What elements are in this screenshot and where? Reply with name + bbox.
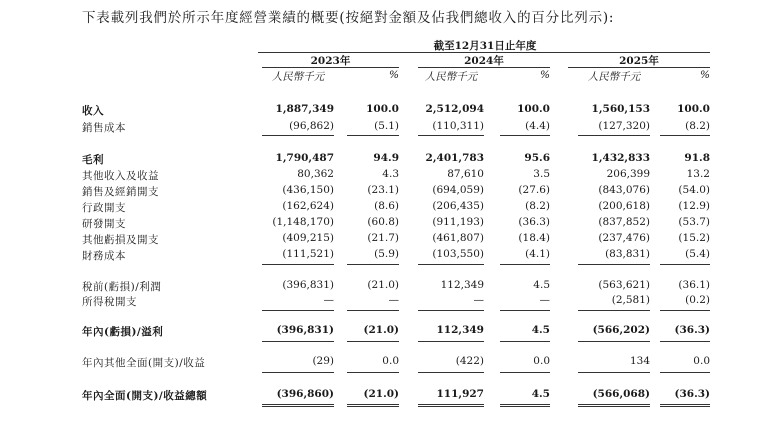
subtotal-rule <box>578 372 650 373</box>
value-2024-percent: (8.2) <box>525 200 550 212</box>
subtotal-rule <box>578 264 650 265</box>
subtotal-rule <box>262 264 334 265</box>
subtotal-rule <box>418 264 484 265</box>
total-double-rule <box>347 404 399 407</box>
subtotal-rule <box>500 372 550 373</box>
unit-header-2025: 人民幣千元 <box>587 71 641 83</box>
value-2023-amount: (409,215) <box>282 232 334 244</box>
value-2024-amount: 2,512,094 <box>425 103 484 115</box>
subtotal-rule <box>347 135 399 136</box>
table-row <box>0 294 768 311</box>
total-double-rule <box>500 404 550 407</box>
value-2024-percent: (18.4) <box>518 232 550 244</box>
value-2024-percent: — <box>539 294 550 306</box>
subtotal-rule <box>500 310 550 311</box>
row-label: 銷售成本 <box>82 122 126 134</box>
table-row <box>0 355 768 372</box>
row-label: 其他虧損及開支 <box>82 234 159 246</box>
subtotal-rule <box>660 341 710 342</box>
value-2023-percent: 94.9 <box>373 152 399 164</box>
value-2025-amount: (566,202) <box>592 324 650 336</box>
value-2025-percent: 91.8 <box>684 152 710 164</box>
row-label: 財務成本 <box>82 250 126 262</box>
subtotal-rule <box>262 135 334 136</box>
subtotal-rule <box>418 372 484 373</box>
table-row <box>0 232 768 249</box>
value-2023-amount: (396,831) <box>276 324 334 336</box>
value-2024-amount: 111,927 <box>436 388 484 400</box>
value-2023-percent: (5.1) <box>374 120 399 132</box>
value-2025-percent: (15.2) <box>678 232 710 244</box>
value-2025-percent: (54.0) <box>678 184 710 196</box>
table-row <box>0 324 768 341</box>
value-2023-percent: 100.0 <box>366 103 399 115</box>
value-2023-percent: (8.6) <box>374 200 399 212</box>
subtotal-rule <box>660 310 710 311</box>
total-double-rule <box>418 404 484 407</box>
row-label: 年內(虧損)/溢利 <box>82 326 164 338</box>
year-header-2023: 2023年 <box>310 55 351 67</box>
value-2024-percent: 4.5 <box>531 324 550 336</box>
table-row <box>0 388 768 405</box>
subtotal-rule <box>578 310 650 311</box>
table-row <box>0 184 768 201</box>
value-2023-percent: — <box>388 294 399 306</box>
value-2024-percent: 0.0 <box>533 355 550 367</box>
total-double-rule <box>578 404 650 407</box>
value-2025-amount: 134 <box>629 355 650 367</box>
total-double-rule <box>262 404 334 407</box>
value-2025-amount: (237,476) <box>598 232 650 244</box>
value-2024-percent: 100.0 <box>517 103 550 115</box>
year-rule-2025 <box>568 67 710 68</box>
value-2024-amount: — <box>473 294 484 306</box>
table-row <box>0 152 768 169</box>
table-row <box>0 248 768 265</box>
unit-header-2023: 人民幣千元 <box>271 71 325 83</box>
value-2023-percent: (21.0) <box>363 324 399 336</box>
value-2023-amount: (396,860) <box>276 388 334 400</box>
value-2023-percent: (21.0) <box>363 388 399 400</box>
value-2024-amount: 87,610 <box>447 168 484 180</box>
table-row <box>0 200 768 217</box>
row-label: 所得稅開支 <box>82 296 137 308</box>
row-label: 其他收入及收益 <box>82 170 159 182</box>
subtotal-rule <box>262 310 334 311</box>
value-2023-amount: (96,862) <box>289 120 334 132</box>
value-2024-amount: (422) <box>455 355 484 367</box>
subtotal-rule <box>500 341 550 342</box>
value-2023-amount: 1,887,349 <box>275 103 334 115</box>
value-2023-amount: (436,150) <box>282 184 334 196</box>
value-2025-amount: 1,432,833 <box>591 152 650 164</box>
percent-header-2023: % <box>389 69 399 81</box>
row-label: 行政開支 <box>82 202 126 214</box>
table-row <box>0 216 768 233</box>
row-label: 年內其他全面(開支)/收益 <box>82 357 206 369</box>
percent-header-2025: % <box>700 69 710 81</box>
year-header-2025: 2025年 <box>619 55 659 67</box>
unit-header-2024: 人民幣千元 <box>424 71 478 83</box>
subtotal-rule <box>347 341 399 342</box>
value-2023-percent: (23.1) <box>367 184 399 196</box>
value-2023-amount: (111,521) <box>282 248 334 260</box>
value-2024-percent: 4.5 <box>531 388 550 400</box>
value-2024-percent: 4.5 <box>533 279 550 291</box>
subtotal-rule <box>578 341 650 342</box>
value-2025-amount: 206,399 <box>606 168 650 180</box>
value-2023-amount: 1,790,487 <box>275 152 334 164</box>
year-header-2024: 2024年 <box>464 55 504 67</box>
value-2023-amount: (1,148,170) <box>272 216 334 228</box>
value-2023-amount: (396,831) <box>282 279 334 291</box>
row-label: 毛利 <box>82 154 104 166</box>
value-2023-percent: (5.9) <box>374 248 399 260</box>
value-2025-percent: 100.0 <box>677 103 710 115</box>
subtotal-rule <box>418 341 484 342</box>
value-2024-amount: (103,550) <box>432 248 484 260</box>
row-label: 收入 <box>82 105 104 117</box>
year-rule-2023 <box>262 67 399 68</box>
value-2025-percent: (8.2) <box>685 120 710 132</box>
value-2023-percent: (21.0) <box>367 279 399 291</box>
value-2024-amount: 2,401,783 <box>425 152 484 164</box>
row-label: 銷售及經銷開支 <box>82 186 159 198</box>
value-2025-amount: (843,076) <box>598 184 650 196</box>
value-2025-amount: (200,618) <box>598 200 650 212</box>
table-row <box>0 103 768 120</box>
value-2023-percent: 4.3 <box>382 168 399 180</box>
subtotal-rule <box>347 264 399 265</box>
value-2025-percent: (36.1) <box>678 279 710 291</box>
value-2023-amount: (29) <box>312 355 334 367</box>
subtotal-rule <box>418 135 484 136</box>
value-2025-percent: (5.4) <box>685 248 710 260</box>
value-2024-percent: 3.5 <box>533 168 550 180</box>
subtotal-rule <box>262 341 334 342</box>
subtotal-rule <box>262 372 334 373</box>
subtotal-rule <box>660 135 710 136</box>
value-2024-amount: (911,193) <box>432 216 484 228</box>
percent-header-2024: % <box>540 69 550 81</box>
period-header: 截至12月31日止年度 <box>433 40 537 52</box>
value-2025-amount: (837,852) <box>598 216 650 228</box>
subtotal-rule <box>418 310 484 311</box>
value-2024-amount: (461,807) <box>432 232 484 244</box>
value-2025-percent: 0.0 <box>693 355 710 367</box>
subtotal-rule <box>347 310 399 311</box>
value-2024-amount: 112,349 <box>436 324 484 336</box>
subtotal-rule <box>500 135 550 136</box>
value-2023-amount: (162,624) <box>282 200 334 212</box>
total-double-rule <box>660 404 710 407</box>
value-2023-amount: 80,362 <box>297 168 334 180</box>
subtotal-rule <box>660 372 710 373</box>
row-label: 年內全面(開支)/收益總額 <box>82 390 208 402</box>
value-2025-percent: (0.2) <box>685 294 710 306</box>
value-2023-percent: 0.0 <box>382 355 399 367</box>
value-2025-percent: (53.7) <box>678 216 710 228</box>
value-2025-percent: 13.2 <box>686 168 710 180</box>
value-2024-amount: (110,311) <box>432 120 484 132</box>
value-2025-amount: (127,320) <box>598 120 650 132</box>
value-2023-percent: (21.7) <box>367 232 399 244</box>
subtotal-rule <box>578 135 650 136</box>
value-2024-amount: (694,059) <box>432 184 484 196</box>
value-2024-percent: (4.4) <box>525 120 550 132</box>
subtotal-rule <box>660 264 710 265</box>
value-2025-percent: (36.3) <box>674 324 710 336</box>
row-label: 研發開支 <box>82 218 126 230</box>
value-2023-amount: — <box>323 294 334 306</box>
value-2024-percent: (36.3) <box>518 216 550 228</box>
table-row <box>0 168 768 185</box>
subtotal-rule <box>500 264 550 265</box>
value-2024-amount: 112,349 <box>440 279 484 291</box>
value-2025-percent: (12.9) <box>678 200 710 212</box>
value-2025-percent: (36.3) <box>674 388 710 400</box>
value-2024-percent: (4.1) <box>525 248 550 260</box>
value-2025-amount: (83,831) <box>605 248 650 260</box>
value-2023-percent: (60.8) <box>367 216 399 228</box>
subtotal-rule <box>347 372 399 373</box>
value-2025-amount: (563,621) <box>598 279 650 291</box>
value-2025-amount: (566,068) <box>592 388 650 400</box>
value-2025-amount: 1,560,153 <box>591 103 650 115</box>
year-rule-2024 <box>418 67 550 68</box>
value-2025-amount: (2,581) <box>611 294 650 306</box>
row-label: 稅前(虧損)/利潤 <box>82 281 162 293</box>
intro-text: 下表載列我們於所示年度經營業績的概要(按絕對金額及佔我們總收入的百分比列示): <box>82 10 615 26</box>
value-2024-percent: (27.6) <box>518 184 550 196</box>
value-2024-percent: 95.6 <box>524 152 550 164</box>
value-2024-amount: (206,435) <box>432 200 484 212</box>
